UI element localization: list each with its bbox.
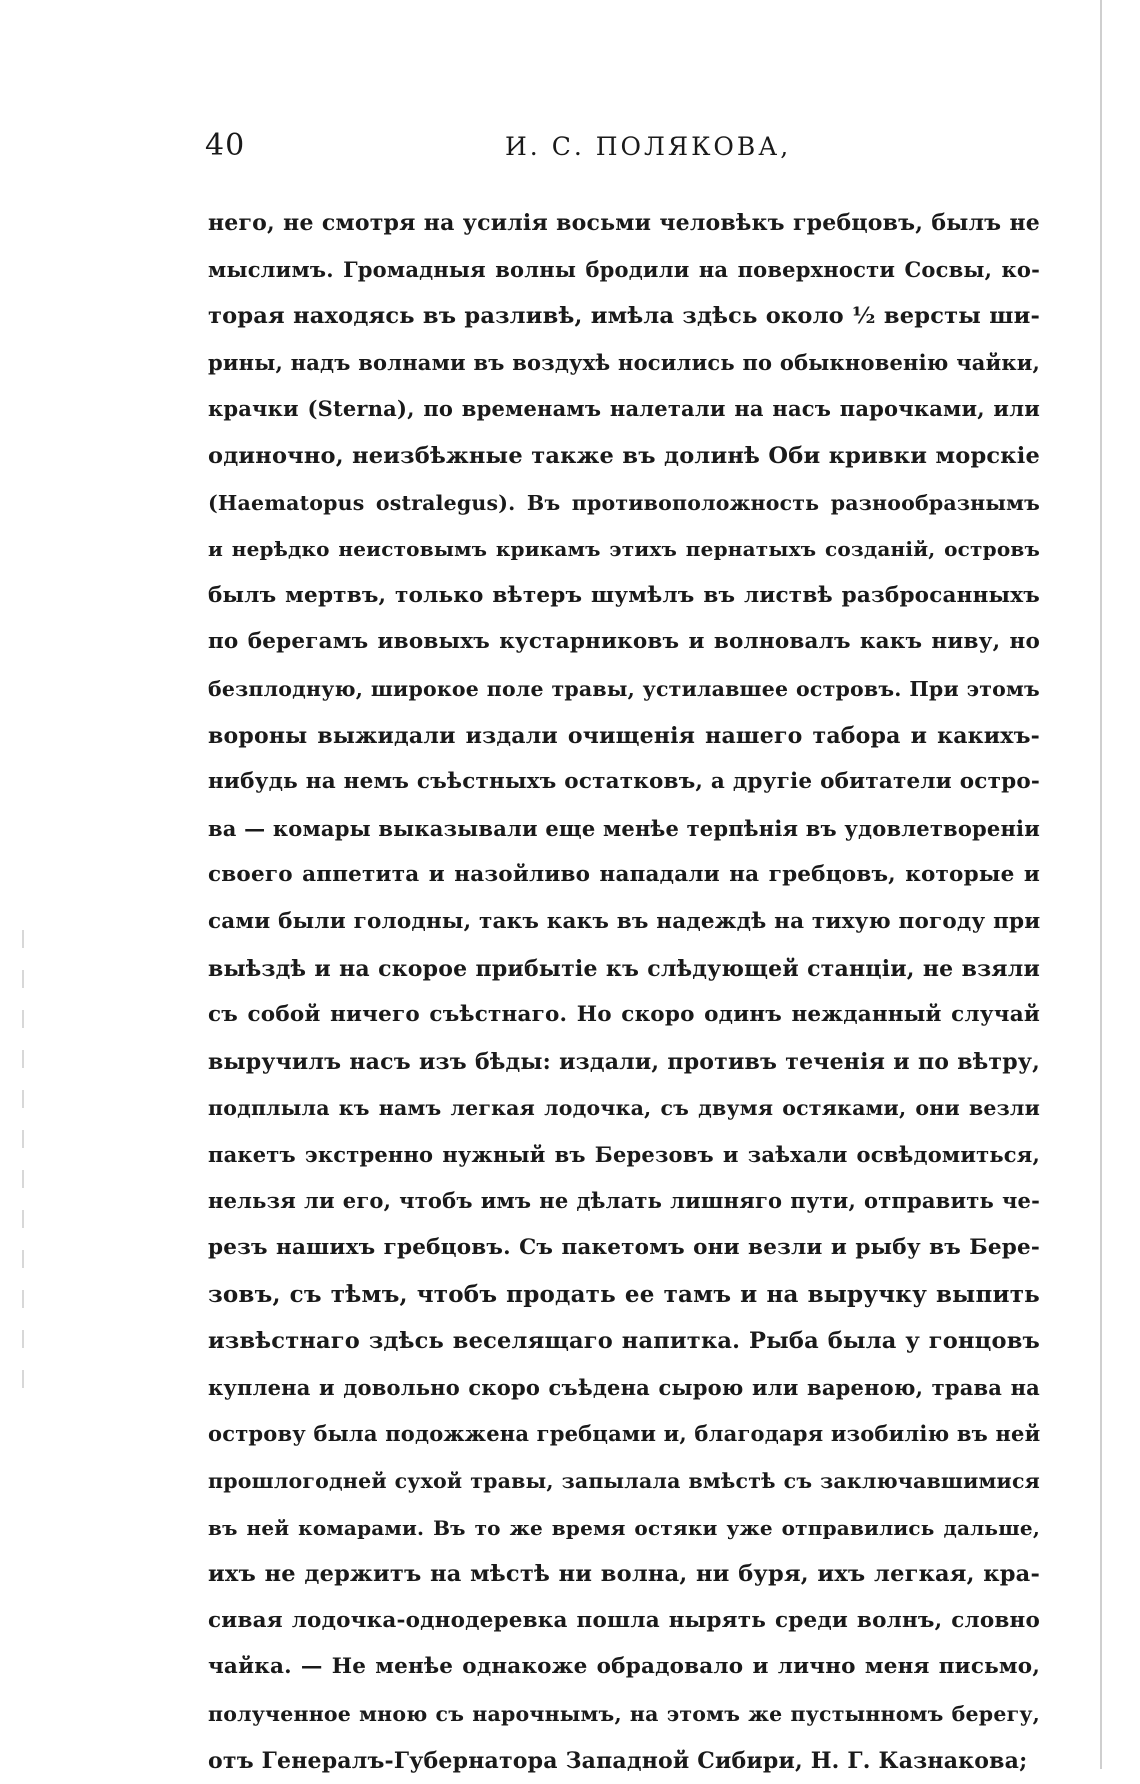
text-line: по берегамъ ивовыхъ кустарниковъ и волновалъ какъ ниву, но — [208, 629, 1040, 655]
text-line: (Haematopus ostralegus). Въ противоположность разнообразнымъ — [208, 490, 1040, 515]
text-line: въ ней комарами. Въ то же время остяки уже отправились дальше, — [208, 1515, 1040, 1540]
text-line: своего аппетита и назойливо нападали на гребцовъ, которые и — [208, 862, 1040, 888]
text-line: былъ мертвъ, только вѣтеръ шумѣлъ въ листвѣ разбросанныхъ — [208, 582, 1040, 608]
text-line: крачки (Sterna), по временамъ налетали на насъ парочками, или — [208, 396, 1040, 422]
text-line: выручилъ насъ изъ бѣды: издали, противъ теченія и по вѣтру, — [208, 1048, 1040, 1075]
text-line: сивая лодочка-однодеревка пошла нырять среди волнъ, словно — [208, 1607, 1040, 1633]
text-line: острову была подожжена гребцами и, благодаря изобилію въ ней — [208, 1421, 1040, 1447]
text-line: нельзя ли его, чтобъ имъ не дѣлать лишняго пути, отправить че- — [208, 1188, 1040, 1214]
text-line: одиночно, неизбѣжные также въ долинѣ Оби кривки морскіе — [208, 442, 1040, 469]
page-edge-rule — [1100, 0, 1102, 1769]
text-line: съ собой ничего съѣстнаго. Но скоро одинъ нежданный случай — [208, 1002, 1040, 1028]
text-line: чайка. — Не менѣе однакоже обрадовало и лично меня письмо, — [208, 1654, 1040, 1680]
text-line: полученное мною съ нарочнымъ, на этомъ же пустынномъ берегу, — [208, 1702, 1040, 1726]
text-line: вороны выжидали издали очищенія нашего табора и какихъ- — [208, 722, 1040, 749]
text-line: прошлогодней сухой травы, запылала вмѣстѣ съ заключавшимися — [208, 1469, 1040, 1494]
text-line: резъ нашихъ гребцовъ. Съ пакетомъ они везли и рыбу въ Бере- — [208, 1235, 1040, 1261]
text-line: торая находясь въ разливѣ, имѣла здѣсь около ½ версты ши- — [208, 303, 1040, 330]
text-line: ихъ не держитъ на мѣстѣ ни волна, ни буря, ихъ легкая, кра- — [208, 1561, 1040, 1588]
running-head: И. С. ПОЛЯКОВА, — [505, 132, 792, 161]
text-line: подплыла къ намъ легкая лодочка, съ двумя остяками, они везли — [208, 1096, 1040, 1121]
body-text — [208, 200, 1040, 1784]
text-line: ва — комары выказывали еще менѣе терпѣнія въ удовлетвореніи — [208, 815, 1040, 841]
text-line: нибудь на немъ съѣстныхъ остатковъ, а другіе обитатели остро- — [208, 769, 1040, 795]
text-line: выѣздѣ и на скорое прибытіе къ слѣдующей станціи, не взяли — [208, 955, 1040, 982]
text-line: него, не смотря на усилія восьми человѣкъ гребцовъ, былъ не — [208, 210, 1040, 236]
page-header — [205, 128, 1035, 168]
scan-margin-marks — [22, 930, 24, 1400]
page-number: 40 — [205, 128, 246, 163]
text-line: и нерѣдко неистовымъ крикамъ этихъ пернатыхъ созданій, островъ — [208, 537, 1040, 562]
text-line: сами были голодны, такъ какъ въ надеждѣ на тихую погоду при — [208, 908, 1040, 934]
text-line: зовъ, съ тѣмъ, чтобъ продать ее тамъ и на выручку выпить — [208, 1280, 1040, 1308]
text-line: куплена и довольно скоро съѣдена сырою или вареною, трава на — [208, 1374, 1040, 1400]
text-line: пакетъ экстренно нужный въ Березовъ и заѣхали освѣдомиться, — [208, 1141, 1040, 1167]
text-line: отъ Генералъ-Губернатора Западной Сибири, Н. Г. Казнакова; — [208, 1747, 1028, 1774]
text-line: безплодную, широкое поле травы, устилавшее островъ. При этомъ — [208, 676, 1040, 701]
text-line: рины, надъ волнами въ воздухѣ носились по обыкновенію чайки, — [208, 349, 1040, 375]
text-line: мыслимъ. Громадныя волны бродили на поверхности Сосвы, ко- — [208, 256, 1040, 282]
text-line: извѣстнаго здѣсь веселящаго напитка. Рыба была у гонцовъ — [208, 1328, 1040, 1355]
